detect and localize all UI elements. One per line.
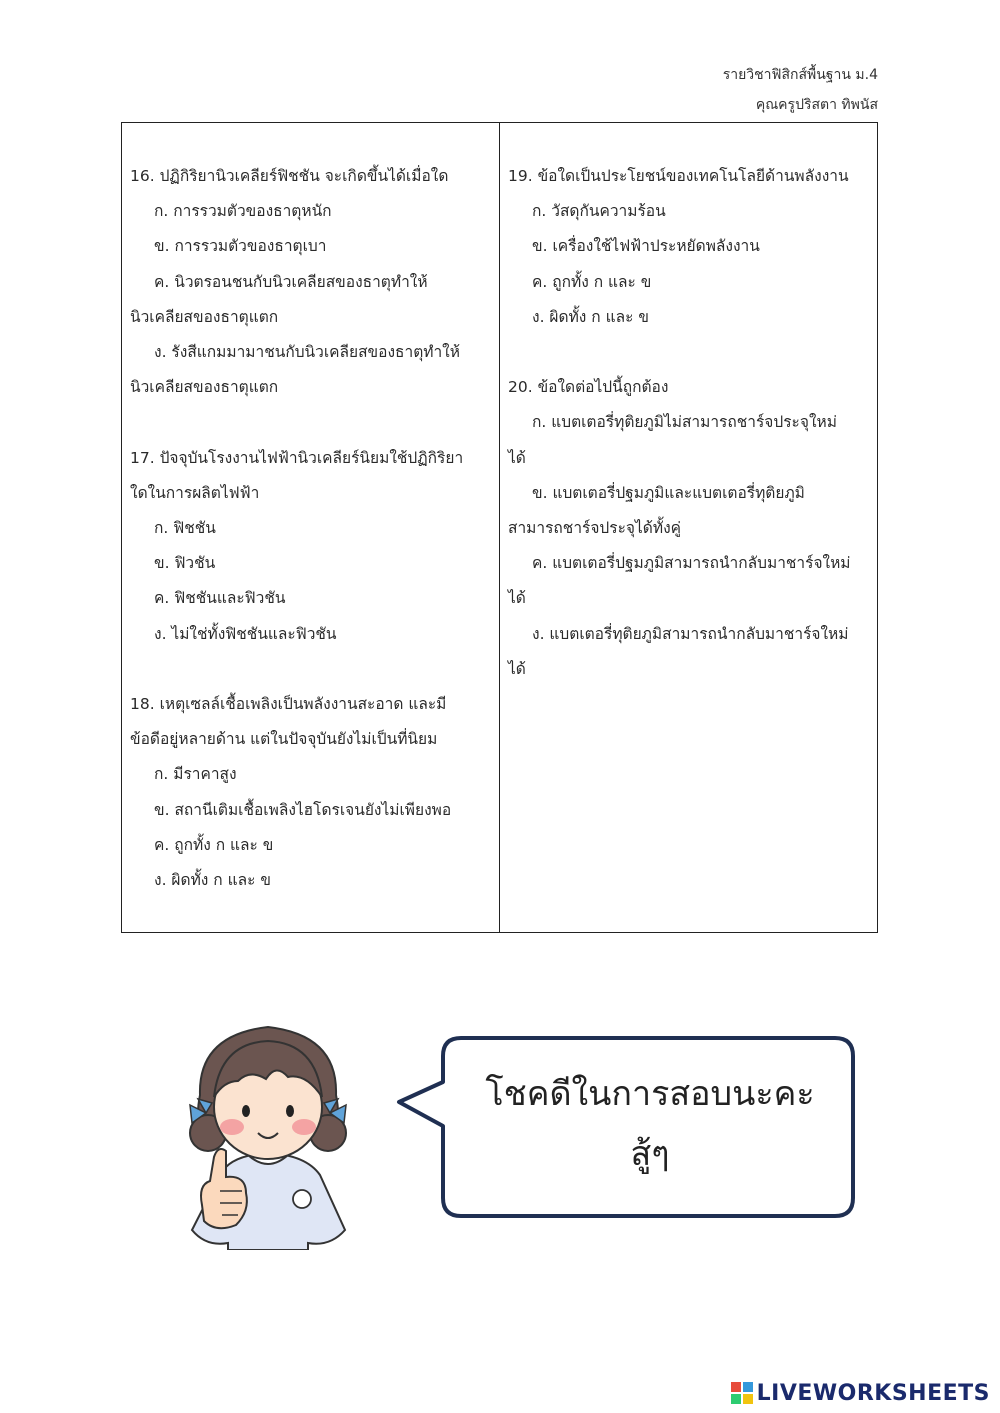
question-stem: 18. เหตุเซลล์เชื้อเพลิงเป็นพลังงานสะอาด และมี (130, 695, 447, 714)
question-stem: 17. ปัจจุบันโรงงานไฟฟ้านิวเคลียร์นิยมใช้ปฏิกิริยา (130, 448, 464, 467)
option-item: ง. รังสีแกมมามาชนกับนิวเคลียสของธาตุทำให้ (154, 343, 460, 362)
option-item: ค. ถูกทั้ง ก และ ข (154, 835, 274, 854)
speech-bubble-text (440, 1064, 860, 1184)
question-16 (130, 159, 492, 405)
option-item: ง. ผิดทั้ง ก และ ข (532, 307, 649, 326)
student-girl-illustration (180, 1015, 355, 1250)
question-stem-continuation: ใดในการผลิตไฟฟ้า (130, 483, 260, 502)
right-column (508, 159, 872, 722)
option-continuation: นิวเคลียสของธาตุแตก (130, 378, 279, 397)
option-item: ข. ฟิวชัน (154, 554, 216, 573)
option-item: ง. ผิดทั้ง ก และ ข (154, 871, 271, 890)
bubble-line-1: โชคดีในการสอบนะคะ (485, 1074, 815, 1114)
liveworksheets-brand (731, 1378, 990, 1408)
question-stem-continuation: ข้อดีอยู่หลายด้าน แต่ในปัจจุบันยังไม่เป็นที่นิยม (130, 730, 438, 749)
option-item: ค. ฟิชชันและฟิวชัน (154, 589, 286, 608)
question-table (121, 122, 878, 933)
question-stem: 19. ข้อใดเป็นประโยชน์ของเทคโนโลยีด้านพลังงาน (508, 167, 849, 185)
teacher-name: คุณครูปริสตา ทิพนัส (755, 97, 878, 113)
option-continuation: ได้ (508, 448, 526, 467)
option-item: ค. ถูกทั้ง ก และ ข (532, 272, 652, 291)
option-item: ข. การรวมตัวของธาตุเบา (154, 237, 327, 256)
option-item: ก. แบตเตอรี่ทุติยภูมิไม่สามารถชาร์จประจุใหม่ (532, 413, 837, 432)
option-item: ค. แบตเตอรี่ปฐมภูมิสามารถนำกลับมาชาร์จใหม่ (532, 554, 851, 573)
subject-title: รายวิชาฟิสิกส์พื้นฐาน ม.4 (722, 67, 878, 83)
column-divider (499, 123, 500, 932)
option-item: ข. สถานีเติมเชื้อเพลิงไฮโดรเจนยังไม่เพียงพอ (154, 800, 452, 819)
option-item: ง. แบตเตอรี่ทุติยภูมิสามารถนำกลับมาชาร์จใหม่ (532, 624, 849, 643)
question-stem: 20. ข้อใดต่อไปนี้ถูกต้อง (508, 378, 669, 397)
question-19 (508, 159, 872, 335)
option-continuation: นิวเคลียสของธาตุแตก (130, 307, 279, 326)
option-item: ก. ฟิชชัน (154, 519, 216, 538)
option-item: ก. มีราคาสูง (154, 765, 237, 784)
question-17 (130, 441, 492, 652)
question-18 (130, 687, 492, 898)
option-continuation: สามารถชาร์จประจุได้ทั้งคู่ (508, 519, 682, 538)
page-header (723, 60, 878, 120)
option-item: ก. การรวมตัวของธาตุหนัก (154, 202, 332, 221)
question-20 (508, 370, 872, 687)
liveworksheets-logo-icon (731, 1382, 753, 1404)
option-continuation: ได้ (508, 589, 526, 608)
question-stem: 16. ปฏิกิริยานิวเคลียร์ฟิชชัน จะเกิดขึ้นได้เมื่อใด (130, 167, 449, 185)
option-continuation: ได้ (508, 659, 526, 678)
left-column (130, 159, 492, 933)
option-item: ข. แบตเตอรี่ปฐมภูมิและแบตเตอรี่ทุติยภูมิ (532, 483, 805, 502)
option-item: ข. เครื่องใช้ไฟฟ้าประหยัดพลังงาน (532, 237, 760, 256)
bubble-line-2: สู้ๆ (630, 1134, 670, 1174)
brand-text: LIVEWORKSHEETS (756, 1380, 990, 1406)
option-item: ง. ไม่ใช่ทั้งฟิชชันและฟิวชัน (154, 624, 337, 643)
option-item: ค. นิวตรอนชนกับนิวเคลียสของธาตุทำให้ (154, 272, 428, 291)
option-item: ก. วัสดุกันความร้อน (532, 202, 666, 221)
